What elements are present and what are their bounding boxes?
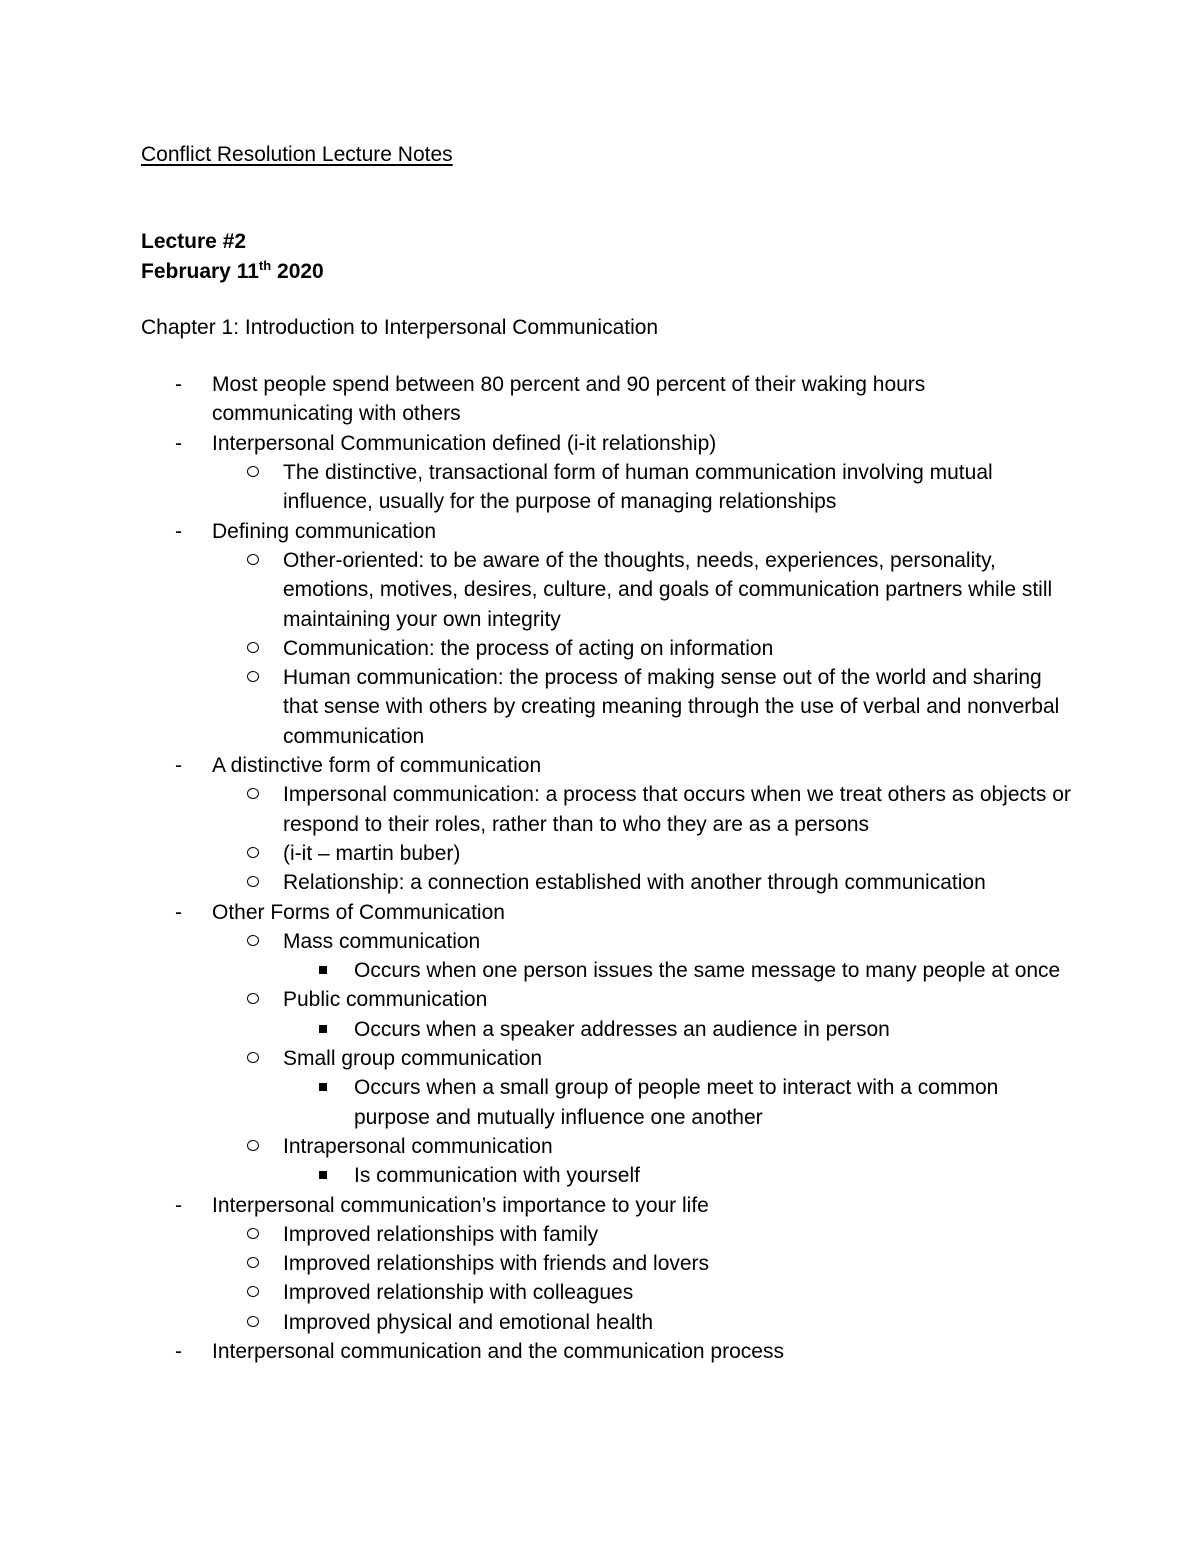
- outline-item-text: Most people spend between 80 percent and 90 percent of their waking hours communicating with others: [212, 373, 926, 426]
- detail-outline-item: [283, 1073, 1071, 1132]
- document-content: [141, 140, 1071, 1366]
- circle-bullet-icon: [247, 1316, 259, 1327]
- sub-outline-item: [212, 1044, 1071, 1132]
- detail-outline: [283, 1015, 1071, 1044]
- outline-item-text: Interpersonal Communication defined (i-it relationship): [212, 431, 717, 455]
- circle-bullet-icon: [247, 788, 259, 799]
- sub-outline-item: [212, 1308, 1071, 1337]
- sub-outline-item: [212, 634, 1071, 663]
- lecture-outline: [141, 370, 1071, 1366]
- sub-outline-item: [212, 663, 1071, 751]
- sub-outline-item-text: Public communication: [283, 988, 488, 1012]
- sub-outline-item: [212, 546, 1071, 634]
- circle-bullet-icon: [247, 847, 259, 858]
- sub-outline: [212, 458, 1071, 517]
- sub-outline-item-text: Human communication: the process of making sense out of the world and sharing that sense with others by creating meaning through the use of verbal and nonverbal communication: [283, 666, 1060, 748]
- detail-outline-item-text: Occurs when a small group of people meet to interact with a common purpose and mutually influence one another: [354, 1076, 999, 1129]
- sub-outline: [212, 780, 1071, 897]
- lecture-date-prefix: February 11: [141, 259, 259, 283]
- sub-outline-item-text: The distinctive, transactional form of human communication involving mutual influence, usually for the purpose of managing relationships: [283, 461, 993, 514]
- sub-outline-item-text: (i-it – martin buber): [283, 841, 461, 865]
- circle-bullet-icon: [247, 1052, 259, 1063]
- dash-bullet-icon: -: [175, 1339, 182, 1363]
- sub-outline-item: [212, 868, 1071, 897]
- sub-outline-item-text: Communication: the process of acting on information: [283, 636, 774, 660]
- chapter-heading: Chapter 1: Introduction to Interpersonal Communication: [141, 315, 659, 339]
- circle-bullet-icon: [247, 993, 259, 1004]
- outline-item-text: Other Forms of Communication: [212, 900, 505, 924]
- outline-item: [141, 751, 1071, 897]
- sub-outline: [212, 546, 1071, 751]
- detail-outline-item-text: Occurs when one person issues the same message to many people at once: [354, 959, 1061, 983]
- sub-outline-item: [212, 1278, 1071, 1307]
- square-bullet-icon: [319, 1025, 327, 1033]
- sub-outline-item-text: Impersonal communication: a process that occurs when we treat others as objects or respond to their roles, rather than to who they are as a persons: [283, 783, 1071, 836]
- circle-bullet-icon: [247, 554, 259, 565]
- detail-outline-item: [283, 956, 1071, 985]
- dash-bullet-icon: -: [175, 519, 182, 543]
- sub-outline-item-text: Relationship: a connection established with another through communication: [283, 871, 986, 895]
- dash-bullet-icon: -: [175, 900, 182, 924]
- detail-outline-item: [283, 1015, 1071, 1044]
- outline-item: [141, 517, 1071, 751]
- dash-bullet-icon: -: [175, 431, 182, 455]
- sub-outline-item: [212, 1132, 1071, 1191]
- circle-bullet-icon: [247, 671, 259, 682]
- sub-outline: [212, 1220, 1071, 1337]
- sub-outline-item-text: Other-oriented: to be aware of the thoughts, needs, experiences, personality, emotions, motives, desires, culture, and goals of communication partners while still maintaining your own integrity: [283, 548, 1053, 631]
- sub-outline-item: [212, 780, 1071, 839]
- detail-outline-item-text: Occurs when a speaker addresses an audience in person: [354, 1017, 890, 1041]
- circle-bullet-icon: [247, 1140, 259, 1151]
- dash-bullet-icon: -: [175, 754, 182, 778]
- circle-bullet-icon: [247, 935, 259, 946]
- circle-bullet-icon: [247, 1286, 259, 1297]
- detail-outline: [283, 1073, 1071, 1132]
- sub-outline-item: [212, 985, 1071, 1044]
- lecture-date-ordinal: th: [258, 257, 272, 273]
- sub-outline-item-text: Improved relationships with friends and lovers: [283, 1252, 710, 1276]
- detail-outline-item: [283, 1161, 1071, 1190]
- outline-item: [141, 1337, 1071, 1366]
- document-title: Conflict Resolution Lecture Notes: [141, 143, 453, 166]
- outline-item: [141, 898, 1071, 1191]
- lecture-date: [141, 257, 1071, 286]
- sub-outline-item-text: Improved relationship with colleagues: [283, 1281, 634, 1305]
- circle-bullet-icon: [247, 876, 259, 887]
- sub-outline-item-text: Improved relationships with family: [283, 1222, 599, 1246]
- outline-item: [141, 370, 1071, 429]
- circle-bullet-icon: [247, 642, 259, 653]
- sub-outline-item: [212, 927, 1071, 986]
- lecture-date-year: 2020: [271, 259, 324, 283]
- sub-outline-item-text: Intrapersonal communication: [283, 1134, 553, 1158]
- detail-outline: [283, 1161, 1071, 1190]
- detail-outline: [283, 956, 1071, 985]
- square-bullet-icon: [319, 1083, 327, 1091]
- sub-outline-item-text: Mass communication: [283, 929, 481, 953]
- square-bullet-icon: [319, 966, 327, 974]
- outline-item-text: A distinctive form of communication: [212, 754, 542, 778]
- outline-item-text: Defining communication: [212, 519, 437, 543]
- dash-bullet-icon: -: [175, 373, 182, 397]
- sub-outline-item: [212, 458, 1071, 517]
- circle-bullet-icon: [247, 1228, 259, 1239]
- detail-outline-item-text: Is communication with yourself: [354, 1164, 640, 1188]
- outline-item-text: Interpersonal communication’s importance to your life: [212, 1193, 709, 1217]
- lecture-number: Lecture #2: [141, 230, 247, 254]
- outline-item: [141, 429, 1071, 517]
- sub-outline-item: [212, 1220, 1071, 1249]
- outline-item: [141, 1191, 1071, 1337]
- sub-outline-item-text: Small group communication: [283, 1047, 543, 1071]
- sub-outline-item: [212, 1249, 1071, 1278]
- sub-outline: [212, 927, 1071, 1191]
- circle-bullet-icon: [247, 466, 259, 477]
- dash-bullet-icon: -: [175, 1193, 182, 1217]
- circle-bullet-icon: [247, 1257, 259, 1268]
- sub-outline-item: [212, 839, 1071, 868]
- outline-item-text: Interpersonal communication and the communication process: [212, 1339, 784, 1363]
- sub-outline-item-text: Improved physical and emotional health: [283, 1310, 654, 1334]
- square-bullet-icon: [319, 1171, 327, 1179]
